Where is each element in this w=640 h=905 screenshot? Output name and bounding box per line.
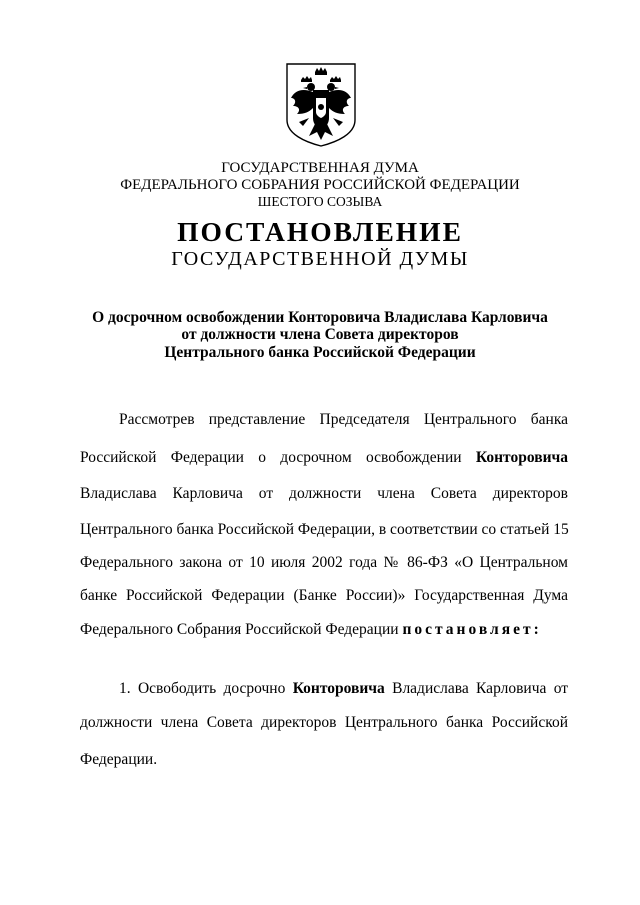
point-1-intro: 1. Освободить досрочно [119, 680, 286, 697]
preamble-line-7-text: Федерального Собрания Российской Федерации [80, 621, 399, 638]
preamble-line-2-text: Российской Федерации о досрочном освобождении [80, 449, 462, 466]
document-issuer: ГОСУДАРСТВЕННОЙ ДУМЫ [171, 248, 469, 270]
header-line-3: ШЕСТОГО СОЗЫВА [257, 194, 383, 209]
preamble-line-5: Федерального закона от 10 июля 2002 года № 86-ФЗ «О Центральном [80, 554, 568, 571]
coat-of-arms-icon [285, 62, 357, 148]
point-1-name: Владислава Карловича от [392, 680, 569, 697]
subject-line-3: Центрального банка Российской Федерации [164, 344, 476, 361]
subject-line-2: от должности члена Совета директоров [181, 326, 459, 343]
preamble-line-7 [80, 622, 568, 638]
preamble-line-2 [80, 450, 568, 466]
preamble-line-1: Рассмотрев представление Председателя Центрального банка [119, 411, 568, 428]
point-1-surname: Конторовича [292, 680, 385, 697]
preamble-line-3: Владислава Карловича от должности члена Совета директоров [80, 485, 568, 502]
subject-line-1: О досрочном освобождении Конторовича Владислава Карловича [92, 309, 548, 326]
person-surname: Конторовича [475, 449, 568, 466]
header-line-1: ГОСУДАРСТВЕННАЯ ДУМА [221, 160, 419, 176]
preamble-line-4: Центрального банка Российской Федерации, в соответствии со статьей 15 [80, 521, 569, 538]
point-1-line-1 [119, 681, 568, 697]
point-1-line-2: должности члена Совета директоров Центрального банка Российской [80, 714, 568, 731]
header-line-2: ФЕДЕРАЛЬНОГО СОБРАНИЯ РОССИЙСКОЙ ФЕДЕРАЦИИ [120, 177, 520, 193]
point-1-line-3: Федерации. [80, 751, 158, 768]
preamble-line-6: банке Российской Федерации (Банке России)» Государственная Дума [80, 587, 568, 604]
resolves-word: постановляет: [402, 621, 542, 638]
document-type-title: ПОСТАНОВЛЕНИЕ [177, 216, 463, 247]
